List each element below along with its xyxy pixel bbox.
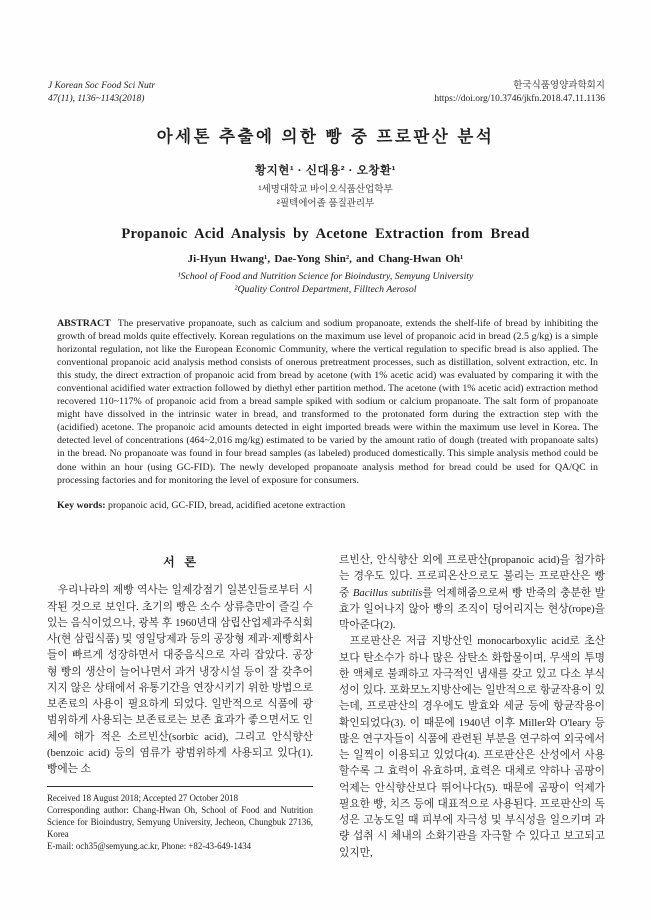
introduction-heading: 서 론: [163, 555, 197, 569]
abstract-text: The preservative propanoate, such as calcium and sodium propanoate, extends the shelf-life of bread by inhibiting the growth of bread molds quite effectively. Korean regulations on the maximum use level of propanoic acid in bread (2.5 g/kg) is a simple horizontal regulation, not like the European Economic Community, where the vertical regulation to specific bread is also applied. The conventional propanoic acid analysis method consists of onerous pretreatment processes, such as distillation, solvent extraction, etc. In this study, the direct extraction of propanoic acid from bread by acetone (with 1% acetic acid) was evaluated by comparing it with the conventional acidified water extraction followed by diethyl ether partition method. The acetone (with 1% acetic acid) extraction method recovered 110~117% of propanoic acid from a bread sample spiked with sodium or calcium propanoate. The salt form of propanoate might have dissolved in the intrinsic water in bread, and transformed to the protonated form during the extraction step with the (acidified) acetone. The propanoic acid amounts detected in eight imported breads were within the maximum use level in Korea. The detected level of concentrations (464~2,016 mg/kg) estimated to be varied by the amount ratio of dough (treated with propanoate salts) in the bread. No propanoate was found in four bread samples (as labeled) produced domestically. This simple analysis method could be done within an hour (using GC-FID). The newly developed propanoate analysis method for bread could be used for QA/QC in processing factories and for monitoring the level of exposure for consumers.: [57, 318, 598, 486]
right-column: [339, 552, 605, 861]
english-affiliations: [0, 270, 651, 296]
journal-citation: [48, 80, 155, 106]
english-affiliation-2: ²Quality Control Department, Filltech Aerosol: [234, 284, 417, 295]
korean-affiliations: [0, 183, 651, 210]
received-accepted-dates: Received 18 August 2018; Accepted 27 October 2018: [47, 793, 239, 804]
english-authors: Ji-Hyun Hwang¹, Dae-Yong Shin², and Chang-Hwan Oh¹: [187, 253, 464, 265]
body-paragraph-2: 프로판산은 저급 지방산인 monocarboxylic acid로 초산보다 탄소수가 하나 많은 삼탄소 화합물이며, 무색의 투명한 액체로 불쾌하고 자극적인 냄새를 갖고 있고 다소 부식성이 있다. 포화모노지방산에는 일반적으로 항균작용이 있는데, 프로판산의 경우에도 발효와 세균 등에 항균작용이 확인되었다(3). 이 때문에 1940년 이후 Miller와 O'leary 등 많은 연구자들이 식품에 관련된 부분을 연구하여 외국에서는 일찍이 이용되고 있었다(4). 프로판산은 산성에서 사용할수록 그 효력이 유효하며, 효력은 대체로 약하나 곰팡이 억제는 안식향산보다 뛰어나다(5). 때문에 곰팡이 억제가 필요한 빵, 치즈 등에 대표적으로 사용된다. 프로판산의 독성은 고농도일 때 피부에 자극성 및 부식성을 일으키며 과량 섭취 시 체내의 소화기관을 자극할 수 있다고 보고되고 있지만,: [339, 635, 605, 859]
journal-issue-info: 47(11), 1136~1143(2018): [48, 94, 145, 104]
korean-authors: 황지현¹ · 신대용² · 오창환¹: [255, 165, 396, 177]
korean-title: 아세톤 추출에 의한 빵 중 프로판산 분석: [156, 128, 495, 146]
footnote-block: [47, 786, 313, 852]
left-column: [47, 552, 313, 861]
keywords-text: propanoic acid, GC-FID, bread, acidified acetone extraction: [108, 499, 346, 511]
journal-name: J Korean Soc Food Sci Nutr: [48, 81, 156, 91]
introduction-paragraph: 우리나라의 제빵 역사는 일제강점기 일본인들로부터 시작된 것으로 보인다. 초기의 빵은 소수 상류층만이 즐길 수 있는 음식이었으나, 광복 후 1960년대 삼립산업제과주식회사(현 삼립식품) 및 영일당제과 등의 공장형 제과·제빵회사들이 빠르게 성장하면서 대중음식으로 자리 잡았다. 공장형 빵의 생산이 늘어나면서 과거 냉장시설 등이 잘 갖추어지지 않은 상태에서 유통기간을 연장시키기 위한 방법으로 보존료의 사용이 필요하게 되었다. 일반적으로 식품에 광범위하게 사용되는 보존료로는 보존 효과가 좋으면서도 인체에 해가 적은 소르빈산(sorbic acid), 그리고 안식향산(benzoic acid) 등의 염류가 광범위하게 사용되고 있다(1). 빵에는 소: [47, 584, 313, 775]
journal-header: [48, 80, 605, 106]
korean-affiliation-2: ²필텍에어졸 품질관리부: [276, 197, 375, 209]
body-columns: [47, 552, 605, 861]
keywords-label: Key words:: [57, 499, 106, 511]
doi-text: https://doi.org/10.3746/jkfn.2018.47.11.1136: [434, 94, 605, 104]
korean-affiliation-1: ¹세명대학교 바이오식품산업학부: [258, 184, 393, 195]
abstract-label: ABSTRACT: [57, 318, 111, 329]
abstract-section: [57, 317, 598, 512]
keywords-line: [57, 499, 598, 512]
abstract-paragraph: [57, 317, 598, 487]
society-name: 한국식품영양과학회지: [513, 81, 605, 91]
english-affiliation-1: ¹School of Food and Nutrition Science for Bioindustry, Semyung University: [177, 271, 474, 282]
journal-society-block: [434, 80, 605, 106]
title-block: [0, 123, 651, 296]
body-paragraph-continued: 르빈산, 안식향산 외에 프로판산(propanoic acid)을 첨가하는 경우도 있다. 프로피온산으로도 불리는 프로판산은 빵 중 Bacillus subtilis를 억제해줌으로써 빵 반죽의 충분한 발효가 일어나지 않아 빵의 조직이 덩어리지는 현상(rope)을 막아준다(2).: [339, 554, 605, 631]
corresponding-author-note: Corresponding author: Chang-Hwan Oh, School of Food and Nutrition Science for Bioindustry, Semyung University, Jecheon, Chungbuk 27136, Korea: [47, 805, 313, 840]
email-phone-note: E-mail: och35@semyung.ac.kr, Phone: +82-43-649-1434: [47, 841, 252, 852]
english-title: Propanoic Acid Analysis by Acetone Extraction from Bread: [121, 226, 530, 242]
